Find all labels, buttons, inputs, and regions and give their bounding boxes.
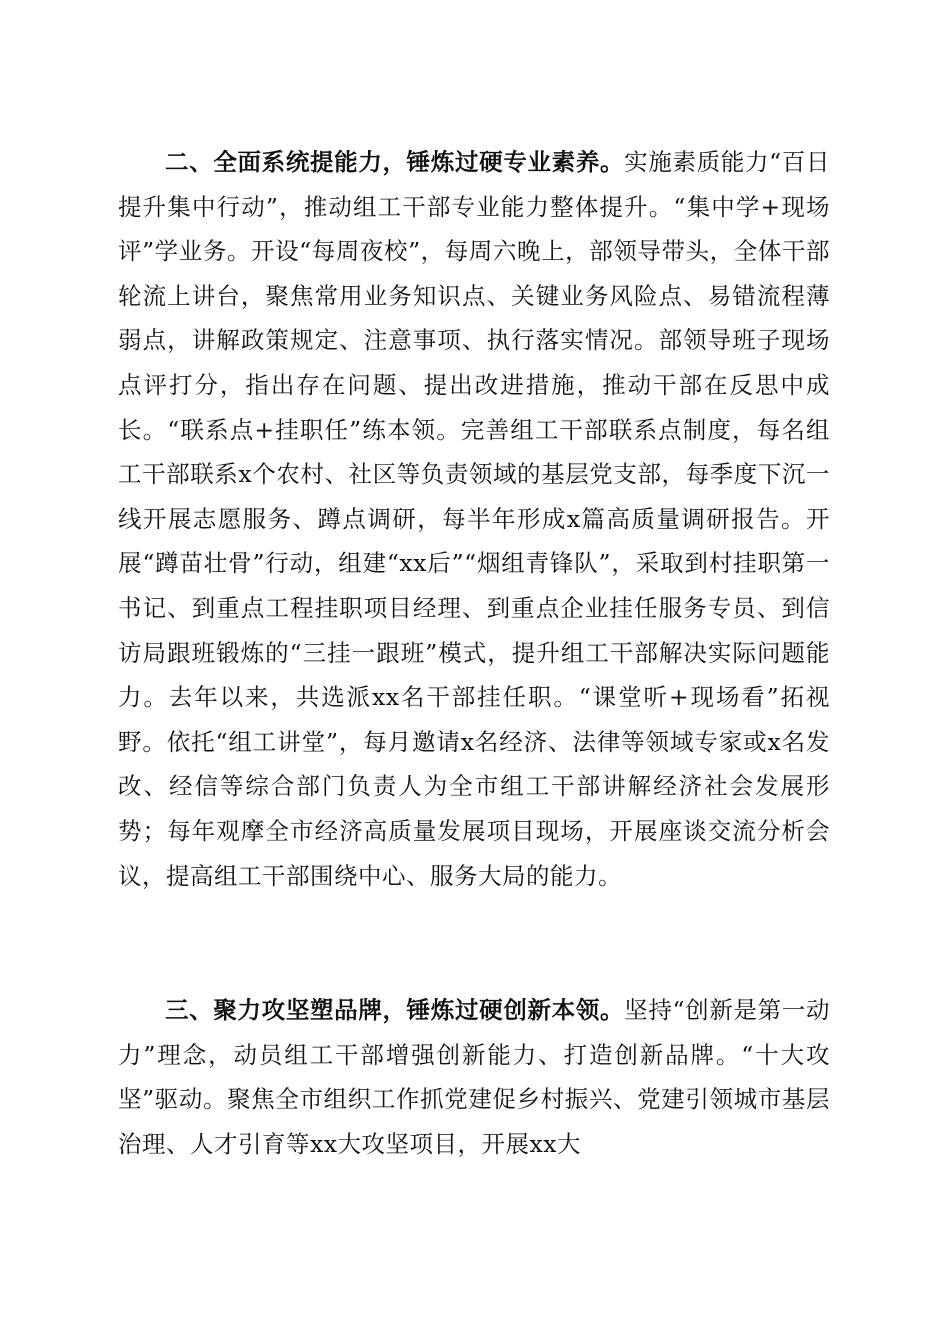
section-2-block xyxy=(118,140,830,898)
section-3-block xyxy=(118,988,830,1166)
section-3-heading: 三、聚力攻坚塑品牌，锤炼过硬创新本领。 xyxy=(165,996,625,1024)
section-2-heading: 二、全面系统提能力，锤炼过硬专业素养。 xyxy=(165,148,625,176)
section-3-paragraph xyxy=(118,988,830,1166)
section-3-body: 坚持“创新是第一动力”理念，动员组工干部增强创新能力、打造创新品牌。“十大攻坚”驱动。聚焦全市组织工作抓党建促乡村振兴、党建引领城市基层治理、人才引育等xx大攻坚项目，开展xx大 xyxy=(118,996,830,1158)
section-2-paragraph xyxy=(118,140,830,898)
section-2-body: 实施素质能力“百日提升集中行动”，推动组工干部专业能力整体提升。“集中学+现场评”学业务。开设“每周夜校”，每周六晚上，部领导带头，全体干部轮流上讲台，聚焦常用业务知识点、关键业务风险点、易错流程薄弱点，讲解政策规定、注意事项、执行落实情况。部领导班子现场点评打分，指出存在问题、提出改进措施，推动干部在反思中成长。“联系点+挂职任”练本领。完善组工干部联系点制度，每名组工干部联系x个农村、社区等负责领域的基层党支部，每季度下沉一线开展志愿服务、蹲点调研，每半年形成x篇高质量调研报告。开展“蹲苗壮骨”行动，组建“xx后”“烟组青锋队”，采取到村挂职第一书记、到重点工程挂职项目经理、到重点企业挂任服务专员、到信访局跟班锻炼的“三挂一跟班”模式，提升组工干部解决实际问题能力。去年以来，共选派xx名干部挂任职。“课堂听+现场看”拓视野。依托“组工讲堂”，每月邀请x名经济、法律等领域专家或x名发改、经信等综合部门负责人为全市组工干部讲解经济社会发展形势；每年观摩全市经济高质量发展项目现场，开展座谈交流分析会议，提高组工干部围绕中心、服务大局的能力。 xyxy=(118,148,830,890)
